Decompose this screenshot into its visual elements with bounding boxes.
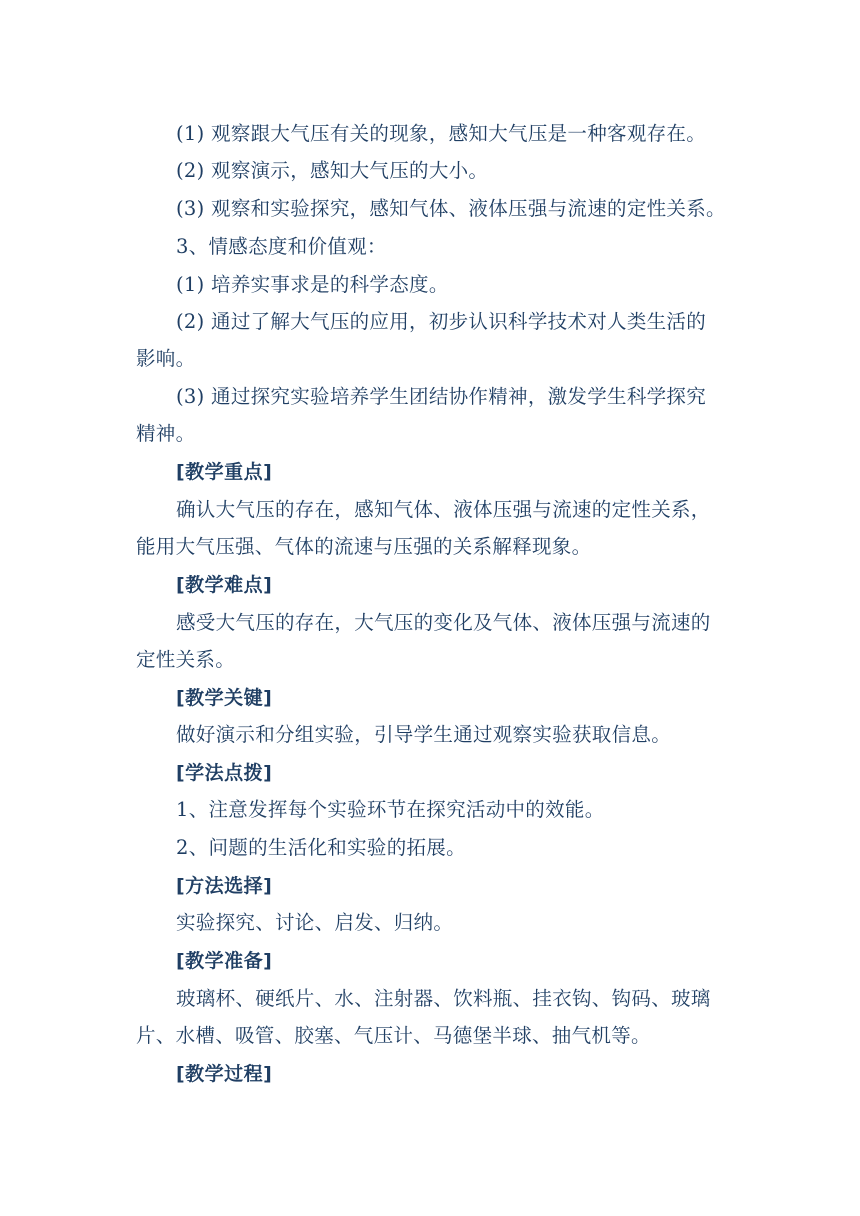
study-methods-1: 1、注意发挥每个实验环节在探究活动中的效能。 — [176, 798, 605, 821]
heading-study-methods: [学法点拨] — [176, 762, 273, 784]
objective-process-1: (1) 观察跟大气压有关的现象，感知大气压是一种客观存在。 — [176, 122, 707, 145]
objective-emotion-1: (1) 培养实事求是的科学态度。 — [176, 273, 449, 296]
objective-emotion-2-cont: 影响。 — [136, 347, 196, 370]
objective-process-3: (3) 观察和实验探究，感知气体、液体压强与流速的定性关系。 — [176, 197, 726, 220]
difficulties-text-cont: 定性关系。 — [136, 648, 236, 671]
heading-key-to-teaching: [教学关键] — [176, 687, 273, 709]
objective-process-2: (2) 观察演示，感知大气压的大小。 — [176, 159, 489, 182]
preparation-text: 玻璃杯、硬纸片、水、注射器、饮料瓶、挂衣钩、钩码、玻璃 — [176, 987, 711, 1010]
objective-emotion-3-cont: 精神。 — [136, 422, 196, 445]
objective-emotion-3: (3) 通过探究实验培养学生团结协作精神，激发学生科学探究 — [176, 385, 707, 408]
preparation-text-cont: 片、水槽、吸管、胶塞、气压计、马德堡半球、抽气机等。 — [136, 1024, 651, 1047]
key-points-text: 确认大气压的存在，感知气体、液体压强与流速的定性关系， — [176, 498, 711, 521]
heading-preparation: [教学准备] — [176, 950, 273, 972]
heading-key-points: [教学重点] — [176, 461, 273, 483]
section-emotion-values: 3、情感态度和价值观： — [176, 235, 387, 258]
heading-difficulties: [教学难点] — [176, 574, 273, 596]
difficulties-text: 感受大气压的存在，大气压的变化及气体、液体压强与流速的 — [176, 611, 711, 634]
objective-emotion-2: (2) 通过了解大气压的应用，初步认识科学技术对人类生活的 — [176, 310, 707, 333]
key-points-text-cont: 能用大气压强、气体的流速与压强的关系解释现象。 — [136, 535, 592, 558]
study-methods-2: 2、问题的生活化和实验的拓展。 — [176, 836, 466, 859]
heading-method-choice: [方法选择] — [176, 875, 273, 897]
method-choice-text: 实验探究、讨论、启发、归纳。 — [176, 911, 454, 934]
key-to-teaching-text: 做好演示和分组实验，引导学生通过观察实验获取信息。 — [176, 723, 672, 746]
heading-teaching-process: [教学过程] — [176, 1063, 273, 1085]
